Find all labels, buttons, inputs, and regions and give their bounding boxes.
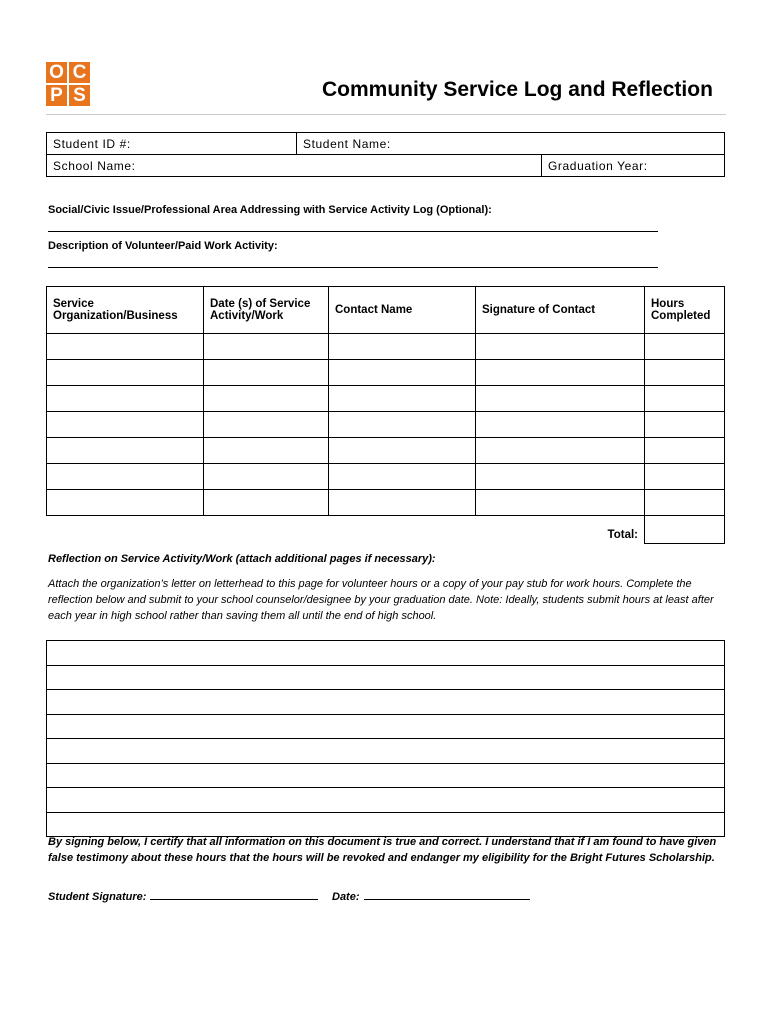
log-cell[interactable] [476,334,645,360]
student-id-field[interactable]: Student ID #: [47,133,297,155]
date-label: Date: [332,891,360,903]
log-cell[interactable] [645,334,725,360]
student-signature [48,889,318,903]
title-divider [46,114,726,115]
reflection-lines [46,640,725,837]
log-cell[interactable] [645,490,725,516]
total-hours-field[interactable] [645,516,725,544]
log-cell[interactable] [329,386,476,412]
reflection-line[interactable] [47,714,725,739]
log-cell[interactable] [645,464,725,490]
log-cell[interactable] [47,386,204,412]
log-cell[interactable] [204,334,329,360]
log-cell[interactable] [204,386,329,412]
log-cell[interactable] [476,464,645,490]
reflection-line[interactable] [47,763,725,788]
header-hours: Hours Completed [645,287,725,334]
log-cell[interactable] [329,412,476,438]
log-cell[interactable] [329,490,476,516]
issue-label: Social/Civic Issue/Professional Area Addressing with Service Activity Log (Optional): [48,204,492,216]
log-cell[interactable] [329,360,476,386]
reflection-line[interactable] [47,690,725,715]
page-title: Community Service Log and Reflection [322,78,713,101]
school-name-field[interactable]: School Name: [47,155,542,177]
header-contact-name: Contact Name [329,287,476,334]
log-cell[interactable] [204,412,329,438]
log-cell[interactable] [476,490,645,516]
log-row [47,360,725,386]
log-cell[interactable] [476,438,645,464]
description-label: Description of Volunteer/Paid Work Activity: [48,240,278,252]
log-cell[interactable] [47,464,204,490]
log-cell[interactable] [645,360,725,386]
log-cell[interactable] [645,386,725,412]
log-row [47,412,725,438]
log-cell[interactable] [329,334,476,360]
log-row [47,438,725,464]
date-line[interactable] [364,889,530,900]
log-cell[interactable] [47,438,204,464]
logo-letter-p: P [46,85,67,106]
log-row [47,386,725,412]
reflection-instructions: Attach the organization’s letter on letterhead to this page for volunteer hours or a copy of your pay stub for work hours. Complete the reflection below and submit to your school counselor/designee by your graduation date. Note: Ideally, students submit hours at least after each year in high school rather than saving them all until the end of high school. [48,578,714,622]
service-log-table [46,286,725,544]
total-row [47,516,725,544]
logo-letter-s: S [69,85,90,106]
graduation-year-field[interactable]: Graduation Year: [542,155,725,177]
student-signature-line[interactable] [150,889,318,900]
total-label: Total: [607,529,638,541]
log-cell[interactable] [476,386,645,412]
log-cell[interactable] [645,412,725,438]
log-cell[interactable] [47,334,204,360]
log-row [47,490,725,516]
log-cell[interactable] [329,438,476,464]
log-row [47,334,725,360]
log-cell[interactable] [204,438,329,464]
log-cell[interactable] [47,490,204,516]
reflection-line[interactable] [47,739,725,764]
signature-date [332,889,530,903]
header-signature: Signature of Contact [476,287,645,334]
log-cell[interactable] [47,360,204,386]
reflection-line[interactable] [47,641,725,666]
reflection-line[interactable] [47,812,725,837]
log-cell[interactable] [204,490,329,516]
header-dates: Date (s) of Service Activity/Work [204,287,329,334]
issue-line[interactable] [48,231,658,232]
certification-statement: By signing below, I certify that all information on this document is true and correct. I understand that if I am found to have given false testimony about these hours that the hours will be revoked and endanger my eligibility for the Bright Futures Scholarship. [48,836,717,864]
log-cell[interactable] [204,464,329,490]
logo-letter-o: O [46,62,67,83]
reflection-line[interactable] [47,665,725,690]
student-info-table [46,132,725,177]
header-organization: Service Organization/Business [47,287,204,334]
student-name-field[interactable]: Student Name: [297,133,725,155]
logo-letter-c: C [69,62,90,83]
log-row [47,464,725,490]
ocps-logo [46,62,90,106]
log-cell[interactable] [329,464,476,490]
log-cell[interactable] [204,360,329,386]
log-cell[interactable] [476,360,645,386]
reflection-heading: Reflection on Service Activity/Work (attach additional pages if necessary): [48,553,436,565]
description-line[interactable] [48,267,658,268]
reflection-line[interactable] [47,788,725,813]
log-cell[interactable] [476,412,645,438]
log-cell[interactable] [645,438,725,464]
student-signature-label: Student Signature: [48,891,147,903]
log-cell[interactable] [47,412,204,438]
